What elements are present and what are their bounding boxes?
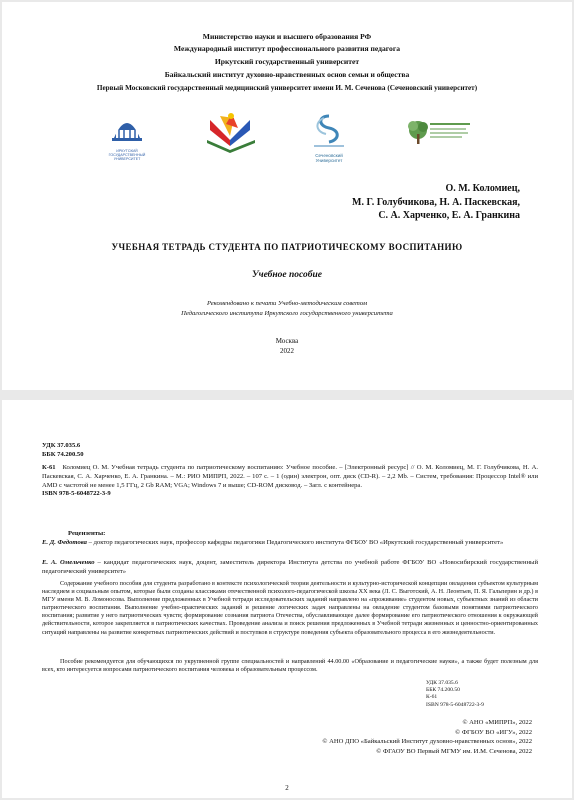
copyright-block <box>322 718 532 756</box>
authors-block <box>352 182 520 223</box>
recommendation-line: Рекомендовано к печати Учебно-методическим советом <box>206 300 368 307</box>
copyright-line: © ФГБОУ ВО «ИГУ», 2022 <box>455 728 532 736</box>
biblio-text: Коломиец О. М. Учебная тетрадь студента по патриотическому воспитанию: Учебное пособие. – [Электронный ресурс] // О. М. Коломиец, М. Г. Голубчикова, Н. А. Паскевская, С. А. Харченко, Е. А. Гранкина. – М.: РИО МИПРП, 2022. – 107 с. – 1 (один) электрон, опт. диск (CD-R). – 2,2 Mb. – Систем, требования: Процессор Intel® или AMD с частотой не менее 1,5 ГГц, 2 Gb RAM; VGA; Windows 7 и выше; CD-ROM дисковод. – Загл. с контейнера. <box>42 464 538 489</box>
code-line: ISBN 978-5-6048722-3-9 <box>426 701 484 708</box>
copyright-line: © АНО ДПО «Байкальский Институт духовно-нравственных основ», 2022 <box>322 738 532 746</box>
title-page <box>2 2 572 390</box>
reviewer-name: Е. А. Омельченко <box>42 559 95 566</box>
copyright-line: © АНО «МИПРП», 2022 <box>462 719 532 726</box>
sechenov-logo <box>304 112 354 163</box>
reviewers-label: Рецензенты: <box>68 530 106 537</box>
mipr-logo <box>202 110 260 159</box>
author-line: С. А. Харченко, Е. А. Гранкина <box>378 210 520 221</box>
isbn: ISBN 978-5-6048722-3-9 <box>42 490 111 498</box>
isu-logo <box>102 112 152 162</box>
book-subtitle: Учебное пособие <box>251 270 323 280</box>
author-line: М. Г. Голубчикова, Н. А. Паскевская, <box>352 196 520 208</box>
sechenov-logo-caption: Сеченовский Университет <box>315 153 343 163</box>
tree-emblem-icon <box>404 118 472 148</box>
book-emblem-icon <box>202 110 260 154</box>
sechenov-emblem-icon <box>304 112 354 148</box>
copyright-page <box>2 400 572 798</box>
codes-block <box>426 680 484 709</box>
book-title: УЧЕБНАЯ ТЕТРАДЬ СТУДЕНТА ПО ПАТРИОТИЧЕСКОМУ ВОСПИТАНИЮ <box>111 242 463 252</box>
isu-emblem-icon <box>102 112 152 144</box>
institution-ministry: Министерство науки и высшего образования РФ <box>202 32 372 41</box>
recommendation <box>2 299 572 319</box>
code-line: К-61 <box>426 694 438 701</box>
page-number: 2 <box>285 784 289 792</box>
city: Москва <box>275 337 299 345</box>
author-line: О. М. Коломиец, <box>445 183 520 194</box>
institution-isu: Иркутский государственный университет <box>214 57 360 66</box>
institution-sechenov: Первый Московский государственный медицинский университет имени И. М. Сеченова (Сеченовский университет) <box>96 84 478 92</box>
year: 2022 <box>280 347 294 355</box>
bibliographic-record <box>42 464 538 499</box>
code-line: УДК 37.035.6 <box>426 680 458 686</box>
reviewer-desc: – доктор педагогических наук, профессор кафедры педагогики Педагогического института ФГБОУ ВО «Иркутский государственный университет» <box>86 539 504 546</box>
code-line: ББК 74.200.50 <box>426 687 460 694</box>
reviewer-desc: – кандидат педагогических наук, доцент, заместитель директора Института детства по учебной работе ФГБОУ ВО «Новосибирский государственный педагогический университет» <box>42 559 538 575</box>
isu-logo-caption: ИРКУТСКИЙ ГОСУДАРСТВЕННЫЙ УНИВЕРСИТЕТ <box>108 149 146 162</box>
baikal-logo <box>404 118 472 153</box>
bbk-code: ББК 74.200.50 <box>42 451 84 458</box>
institution-mipr: Международный институт профессионального развития педагога <box>173 44 401 53</box>
abstract-paragraph-2: Пособие рекомендуется для обучающихся по укрупненной группе специальностей и направлений 44.00.00 «Образование и педагогические науки», а также будет полезным для всех, кто интересуется вопросами патриотического воспитания человека и образовательным процессом. <box>42 658 538 674</box>
reviewer-2 <box>42 559 538 577</box>
k-code: К-61 <box>42 464 56 471</box>
institution-baikal: Байкальский институт духовно-нравственных основ семьи и общества <box>164 70 410 79</box>
abstract-paragraph-1: Содержание учебного пособия для студента разработано в контексте психологической теории деятельности и культурно-исторической концепции овладения субъектом культурным наследием и социальным опытом, которые были созданы классиками отечественной психолого-педагогической школы XX века (Л. С. Выготский, А. Н. Леонтьев, П. Я. Гальперин и др.) в МГУ имени М. В. Ломоносова. Выполнение предложенных в Учебной тетради исследовательских заданий направлено на «проживание» студентом новых, субъектных знаний из области патриотического воспитания. Выполнение учебно-практических заданий и решение логических задач направлены на овладение студентом базовыми понятиями патриотического воспитания; развитие у него патриотических чувств; формирование сознания патриота Отечества, обуславливающее далее формирование его патриотического отношения к окружающей действительности, которое закрепляется в патриотических качествах. Проведение анализа и поиск решения предложенных в Учебной тетради жизненных и ценностно-ориентированных ситуаций направлены на развитие конкретных патриотических действий и поступков в структуре поведения субъекта образовательного процесса в его жизнедеятельности. <box>42 580 538 636</box>
recommendation-line: Педагогического института Иркутского государственного университета <box>181 310 393 317</box>
udk-code: УДК 37.035.6 <box>42 442 81 449</box>
reviewer-1 <box>42 539 538 548</box>
copyright-line: © ФГАОУ ВО Первый МГМУ им. И.М. Сеченова, 2022 <box>376 747 532 755</box>
reviewer-name: Е. Д. Федотова <box>42 539 87 546</box>
imprint <box>2 336 572 356</box>
